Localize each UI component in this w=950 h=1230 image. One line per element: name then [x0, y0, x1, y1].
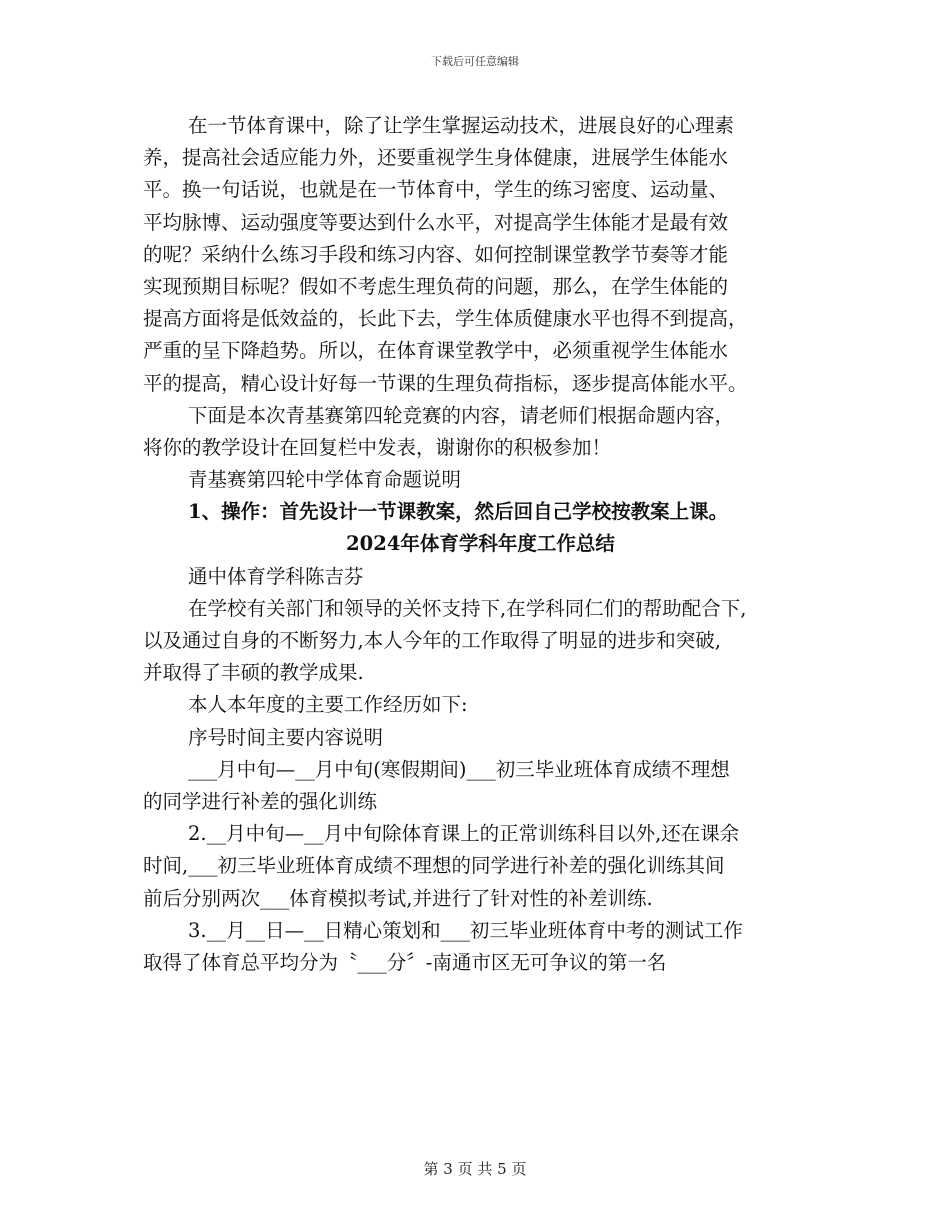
- list-item-continuation: 前后分别两次___体育模拟考试,并进行了针对性的补差训练.: [143, 886, 653, 910]
- paragraph-line: 的呢？采纳什么练习手段和练习内容、如何控制课堂教学节奏等才能: [143, 242, 729, 266]
- paragraph-line: 养，提高社会适应能力外，还要重视学生身体健康，进展学生体能水: [143, 146, 729, 170]
- paragraph-line: 在一节体育课中，除了让学生掌握运动技术，进展良好的心理素: [188, 114, 735, 137]
- document-body: [143, 110, 818, 979]
- page-footer: 第 3 页 共 5 页: [423, 1160, 527, 1178]
- paragraph-line: 下面是本次青基赛第四轮竞赛的内容，请老师们根据命题内容，: [188, 403, 735, 427]
- paragraph-line: 将你的教学设计在回复栏中发表，谢谢你的积极参加！: [143, 435, 612, 459]
- document-title: 2024年体育学科年度工作总结: [346, 532, 615, 556]
- paragraph-line: 实现预期目标呢？假如不考虑生理负荷的问题，那么，在学生体能的: [143, 274, 729, 298]
- list-item: 2.__月中旬—__月中旬除体育课上的正常训练科目以外,还在课余: [188, 822, 740, 846]
- paragraph-line: 平。换一句话说，也就是在一节体育中，学生的练习密度、运动量、: [143, 178, 729, 202]
- list-item-continuation: 的同学进行补差的强化训练: [143, 789, 378, 813]
- list-item-continuation: 时间,___初三毕业班体育成绩不理想的同学进行补差的强化训练其间: [143, 854, 725, 878]
- paragraph-line: 在学校有关部门和领导的关怀支持下,在学科同仁们的帮助配合下,: [188, 596, 747, 620]
- list-item: ___月中旬—__月中旬(寒假期间)___初三毕业班体育成绩不理想: [188, 757, 730, 781]
- page-header: 下载后可任意编辑: [431, 55, 519, 68]
- operation-instruction: 1、操作：首先设计一节课教案，然后回自己学校按教案上课。: [188, 500, 729, 524]
- author-line: 通中体育学科陈吉芬: [188, 564, 364, 588]
- paragraph-line: 提高方面将是低效益的，长此下去，学生体质健康水平也得不到提高，: [143, 307, 748, 331]
- paragraph-line: 平的提高，精心设计好每一节课的生理负荷指标，逐步提高体能水平。: [143, 371, 748, 395]
- paragraph-line: 并取得了丰硕的教学成果.: [143, 661, 364, 685]
- list-item: 3.__月__日—__日精心策划和___初三毕业班体育中考的测试工作: [188, 918, 743, 942]
- paragraph-line: 平均脉博、运动强度等要达到什么水平，对提高学生体能才是最有效: [143, 210, 729, 234]
- list-item-continuation: 取得了体育总平均分为〝___分〞-南通市区无可争议的第一名: [143, 950, 667, 974]
- paragraph-line: 严重的呈下降趋势。所以，在体育课堂教学中，必须重视学生体能水: [143, 339, 729, 363]
- paragraph-line: 以及通过自身的不断努力,本人今年的工作取得了明显的进步和突破,: [143, 629, 721, 652]
- paragraph-line: 本人本年度的主要工作经历如下:: [188, 693, 468, 717]
- table-header-line: 序号时间主要内容说明: [188, 725, 384, 749]
- section-heading: 青基赛第四轮中学体育命题说明: [188, 468, 462, 492]
